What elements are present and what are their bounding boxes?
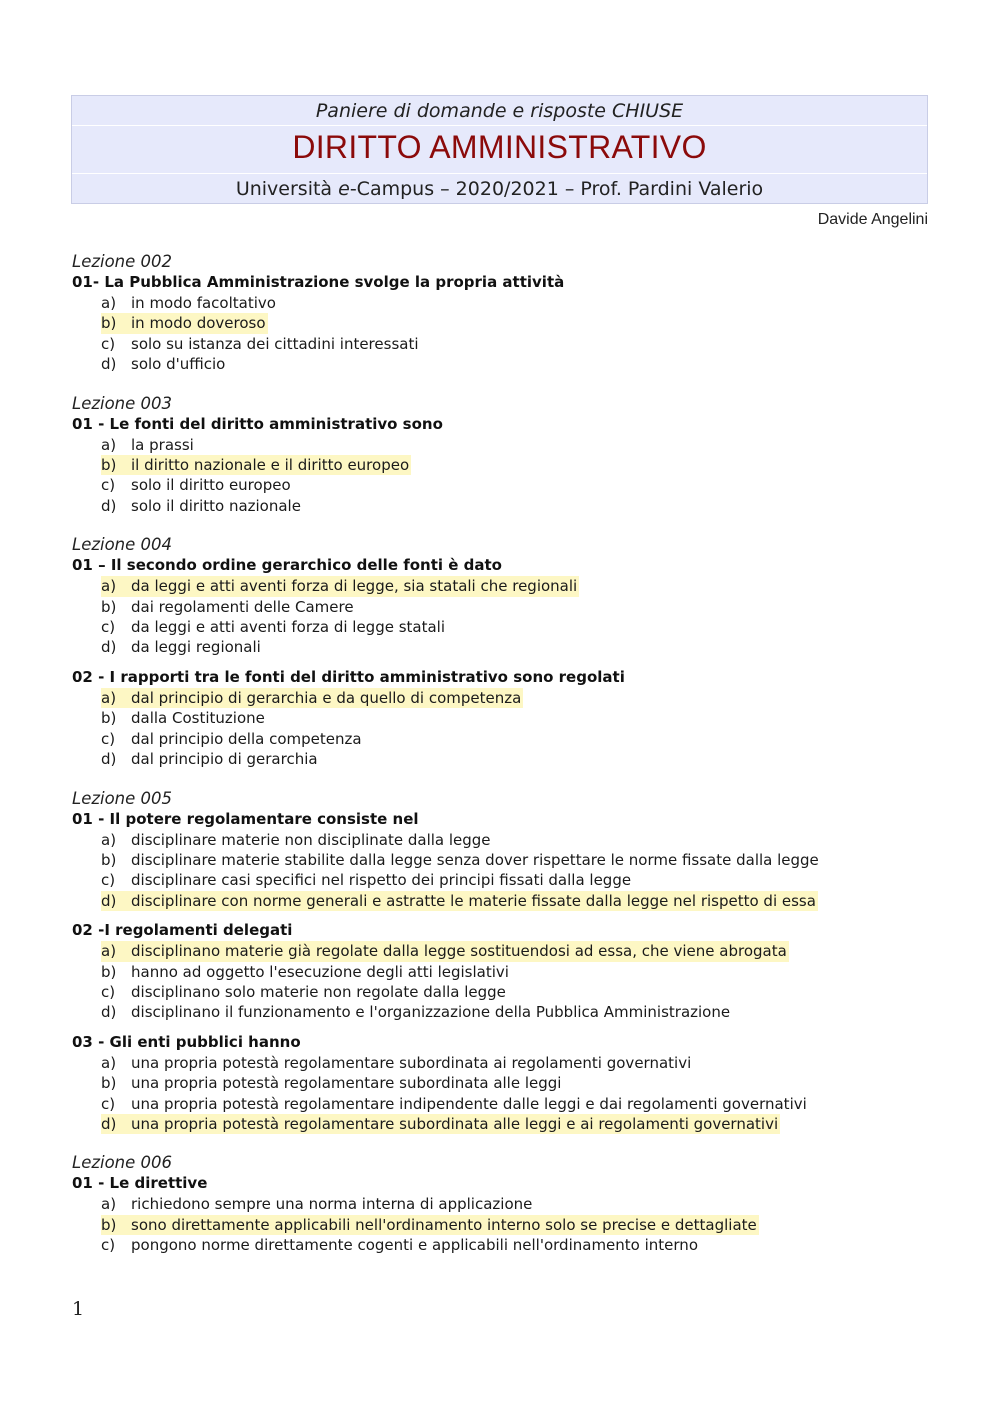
answer-letter: a)	[101, 435, 117, 454]
answer-text: dal principio di gerarchia	[131, 750, 318, 769]
header-separator	[72, 173, 927, 174]
answer-letter: b)	[101, 456, 117, 475]
answer-list	[72, 293, 932, 375]
lesson-title: Lezione 004	[72, 535, 173, 555]
answer-option	[72, 597, 932, 617]
answer-highlight	[101, 850, 821, 870]
answer-highlight	[101, 1002, 732, 1022]
answer-letter: d)	[101, 638, 117, 657]
question-item	[72, 920, 932, 1023]
answer-text: una propria potestà regolamentare subordinata alle leggi	[131, 1074, 562, 1093]
lesson-section	[72, 1152, 932, 1255]
answer-text: la prassi	[131, 435, 194, 454]
answer-text: una propria potestà regolamentare subordinata ai regolamenti governativi	[131, 1053, 692, 1072]
question-text: 02 -I regolamenti delegati	[72, 921, 293, 940]
answer-letter: a)	[101, 688, 117, 707]
answer-option	[72, 870, 932, 890]
lesson-section	[72, 788, 932, 1135]
answer-text: solo il diritto nazionale	[131, 496, 301, 515]
lesson-title: Lezione 006	[72, 1153, 173, 1173]
answer-option	[72, 1053, 932, 1073]
question-item	[72, 1173, 932, 1255]
lesson-title: Lezione 002	[72, 252, 173, 271]
answer-highlight	[101, 1073, 563, 1093]
answer-highlight	[101, 293, 278, 313]
answer-letter: d)	[101, 891, 117, 910]
answer-highlight	[101, 729, 364, 749]
answer-highlight	[101, 708, 267, 728]
answer-option	[72, 1235, 932, 1255]
answer-letter: b)	[101, 709, 117, 728]
answer-text: in modo facoltativo	[131, 294, 276, 312]
answer-highlight	[101, 1194, 534, 1214]
answer-highlight	[101, 1114, 780, 1134]
answer-list	[72, 688, 932, 770]
lesson-title: Lezione 003	[72, 393, 173, 413]
answer-option	[72, 962, 932, 982]
answer-highlight	[101, 637, 263, 657]
answer-list	[72, 435, 932, 517]
question-item	[72, 414, 932, 517]
answer-option	[72, 637, 932, 657]
answer-letter: a)	[101, 1053, 117, 1072]
answer-highlight	[101, 749, 320, 769]
lesson-section	[72, 393, 932, 517]
university-line	[72, 178, 927, 200]
answer-text: da leggi e atti aventi forza di legge, sia statali che regionali	[131, 577, 578, 596]
answer-highlight	[101, 475, 293, 495]
answer-highlight	[101, 891, 818, 911]
answer-highlight	[101, 962, 511, 982]
answer-letter: c)	[101, 871, 116, 890]
question-text: 01 - Il potere regolamentare consiste nel	[72, 809, 419, 828]
answer-letter: d)	[101, 355, 117, 374]
answer-text: hanno ad oggetto l'esecuzione degli atti legislativi	[131, 962, 509, 981]
answer-letter: d)	[101, 1114, 117, 1133]
answer-text: richiedono sempre una norma interna di applicazione	[131, 1195, 533, 1214]
answer-text: disciplinare con norme generali e astratte le materie fissate dalla legge nel rispetto di essa	[131, 891, 816, 910]
answer-text: solo d'ufficio	[131, 355, 226, 374]
answer-option	[72, 1073, 932, 1093]
answer-text: in modo doveroso	[131, 314, 266, 333]
question-text: 01 - Le fonti del diritto amministrativo sono	[72, 414, 443, 433]
answer-letter: c)	[101, 1236, 116, 1255]
answer-letter: d)	[101, 750, 117, 769]
answer-letter: d)	[101, 1003, 117, 1022]
answer-option	[72, 1002, 932, 1022]
answer-highlight	[101, 1094, 809, 1114]
answer-letter: a)	[101, 942, 117, 961]
answer-text: disciplinano solo materie non regolate dalla legge	[131, 982, 506, 1001]
question-item	[72, 555, 932, 658]
answer-highlight	[101, 688, 523, 708]
answer-option	[72, 708, 932, 728]
answer-letter: a)	[101, 830, 117, 849]
answer-text: dai regolamenti delle Camere	[131, 597, 354, 616]
question-text: 01 – Il secondo ordine gerarchico delle fonti è dato	[72, 556, 502, 575]
answer-highlight	[101, 941, 789, 961]
answer-text: dalla Costituzione	[131, 709, 265, 728]
answer-option	[72, 496, 932, 516]
answer-text: disciplinare materie non disciplinate dalla legge	[131, 830, 491, 849]
answer-highlight	[101, 982, 508, 1002]
answer-letter: a)	[101, 577, 117, 596]
answer-text: disciplinare materie stabilite dalla legge senza dover rispettare le norme fissate dalla legge	[131, 850, 819, 869]
answer-highlight	[101, 576, 579, 596]
question-list	[72, 251, 932, 1274]
question-item	[72, 1032, 932, 1135]
header-separator	[72, 125, 927, 126]
answer-letter: c)	[101, 982, 116, 1001]
answer-text: solo su istanza dei cittadini interessati	[131, 334, 419, 353]
university-suffix: -Campus – 2020/2021 – Prof. Pardini Valerio	[349, 178, 764, 200]
university-prefix: Università	[235, 178, 339, 200]
answer-option-correct	[72, 313, 932, 333]
answer-highlight	[101, 1053, 693, 1073]
answer-letter: d)	[101, 496, 117, 515]
answer-highlight	[101, 1215, 759, 1235]
answer-highlight	[101, 455, 411, 475]
answer-highlight	[101, 334, 421, 354]
answer-list	[72, 830, 932, 912]
answer-option-correct	[72, 941, 932, 961]
answer-option	[72, 475, 932, 495]
answer-option-correct	[72, 1114, 932, 1134]
document-subtitle: Paniere di domande e risposte CHIUSE	[315, 100, 684, 122]
answer-letter: c)	[101, 476, 116, 495]
answer-list	[72, 1053, 932, 1135]
answer-text: disciplinano materie già regolate dalla legge sostituendosi ad essa, che viene abrogata	[131, 942, 787, 961]
answer-letter: c)	[101, 334, 116, 353]
answer-highlight	[101, 870, 633, 890]
answer-list	[72, 576, 932, 658]
answer-letter: a)	[101, 1195, 117, 1214]
answer-highlight	[101, 354, 227, 374]
answer-letter: c)	[101, 618, 116, 637]
answer-option-correct	[72, 1215, 932, 1235]
answer-option-correct	[72, 455, 932, 475]
answer-letter: a)	[101, 294, 117, 312]
answer-text: una propria potestà regolamentare subordinata alle leggi e ai regolamenti governativi	[131, 1114, 779, 1133]
answer-highlight	[101, 435, 196, 455]
answer-text: una propria potestà regolamentare indipendente dalle leggi e dai regolamenti governativi	[131, 1094, 807, 1113]
answer-option-correct	[72, 576, 932, 596]
answer-letter: b)	[101, 962, 117, 981]
answer-highlight	[101, 496, 303, 516]
answer-letter: b)	[101, 314, 117, 333]
question-text: 01 - Le direttive	[72, 1174, 208, 1193]
question-item	[72, 272, 932, 375]
answer-option	[72, 850, 932, 870]
document-title: DIRITTO AMMINISTRATIVO	[292, 129, 707, 165]
answer-letter: b)	[101, 850, 117, 869]
answer-option	[72, 1194, 932, 1214]
question-item	[72, 809, 932, 912]
answer-text: dal principio di gerarchia e da quello di competenza	[131, 688, 522, 707]
lesson-title: Lezione 005	[72, 788, 173, 808]
answer-option	[72, 334, 932, 354]
document-header	[71, 95, 928, 204]
answer-letter: c)	[101, 1094, 116, 1113]
answer-letter: b)	[101, 597, 117, 616]
answer-option-correct	[72, 891, 932, 911]
question-text: 02 - I rapporti tra le fonti del diritto amministrativo sono regolati	[72, 667, 625, 686]
answer-option	[72, 982, 932, 1002]
answer-highlight	[101, 617, 447, 637]
answer-highlight	[101, 830, 493, 850]
university-italic: e	[338, 178, 350, 200]
answer-highlight	[101, 1235, 700, 1255]
author-name: Davide Angelini	[817, 211, 928, 228]
answer-text: il diritto nazionale e il diritto europeo	[131, 456, 410, 475]
answer-text: solo il diritto europeo	[131, 476, 291, 495]
answer-option	[72, 749, 932, 769]
lesson-section	[72, 251, 932, 375]
answer-list	[72, 1194, 932, 1255]
answer-option	[72, 1094, 932, 1114]
answer-text: da leggi e atti aventi forza di legge statali	[131, 618, 446, 637]
answer-letter: b)	[101, 1074, 117, 1093]
answer-letter: c)	[101, 729, 116, 748]
answer-list	[72, 941, 932, 1023]
page-number: 1	[72, 1298, 85, 1320]
question-item	[72, 667, 932, 770]
answer-text: disciplinano il funzionamento e l'organizzazione della Pubblica Amministrazione	[131, 1003, 731, 1022]
answer-option	[72, 435, 932, 455]
answer-letter: b)	[101, 1215, 117, 1234]
answer-option	[72, 729, 932, 749]
answer-text: pongono norme direttamente cogenti e applicabili nell'ordinamento interno	[131, 1236, 698, 1255]
answer-option	[72, 293, 932, 313]
answer-option	[72, 830, 932, 850]
answer-highlight	[101, 597, 356, 617]
answer-highlight	[101, 313, 268, 333]
answer-option	[72, 354, 932, 374]
answer-text: sono direttamente applicabili nell'ordinamento interno solo se precise e dettagliate	[131, 1215, 757, 1234]
question-text: 03 - Gli enti pubblici hanno	[72, 1032, 301, 1051]
lesson-section	[72, 534, 932, 769]
question-text: 01- La Pubblica Amministrazione svolge la propria attività	[72, 273, 565, 291]
answer-option-correct	[72, 688, 932, 708]
answer-text: disciplinare casi specifici nel rispetto dei principi fissati dalla legge	[131, 871, 632, 890]
answer-text: da leggi regionali	[131, 638, 261, 657]
answer-option	[72, 617, 932, 637]
answer-text: dal principio della competenza	[131, 729, 362, 748]
